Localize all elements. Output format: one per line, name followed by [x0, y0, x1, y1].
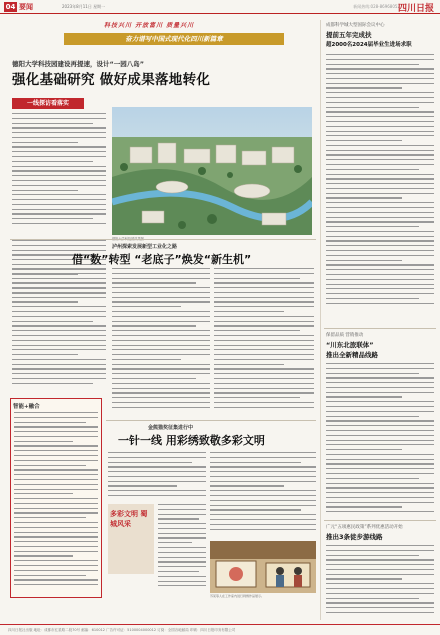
news-hotline: 新闻热线:028-86968052	[353, 4, 400, 9]
lead-body-col-1	[12, 113, 106, 233]
right-story1-headline-2: 超2000名2024届毕业生进场求职	[326, 42, 412, 48]
right-story3-body	[326, 545, 434, 620]
slogan-line-2: 奋力谱写中国式现代化四川新篇章	[64, 33, 284, 45]
section-divider-top	[10, 239, 316, 240]
lead-headline: 强化基础研究 做好成果落地转化	[12, 72, 211, 88]
promo-text: 多彩文明 蜀城风采	[110, 509, 148, 528]
bottom-body-col-1	[108, 452, 206, 502]
right-story1-kicker: 成都科学城大型国际会议中心	[326, 23, 385, 28]
embroidery-caption: 苏某等人在工作室内进行刺绣作品展示。	[210, 594, 265, 598]
section-ribbon: 一线探访看落实	[12, 98, 84, 109]
slogan-banner	[64, 20, 284, 54]
embroidery-illustration	[210, 541, 316, 593]
right-divider-2	[324, 520, 436, 521]
right-story2-headline-2: 推出全新精品线路	[326, 351, 378, 359]
science-park-illustration	[112, 107, 312, 235]
sidebar-box-title: 智能+融合	[13, 404, 40, 410]
bottom-body-col-3	[210, 452, 316, 538]
page-number: 04	[5, 3, 16, 11]
right-story2-headline: “川东北旅联体”	[326, 341, 374, 349]
right-divider-1	[324, 328, 436, 329]
issue-date: 2023年8月11日 星期一	[62, 4, 106, 9]
right-story1-headline: 提前五年完成扶	[326, 31, 372, 39]
right-story3-kicker: 广元“五项惠民政策”系列优惠活动开始	[326, 525, 403, 530]
bottom-headline: 一针一线 用彩绣致敬多彩文明	[118, 434, 265, 447]
right-story3-headline: 推出3条徒步游线路	[326, 533, 383, 541]
section-name: 要闻	[19, 3, 33, 11]
bottom-subtitle: 金熊猫奖征集进行中	[148, 425, 194, 431]
middle-headline: 借“数”转型 “老底子”焕发“新生机”	[72, 253, 252, 266]
section-divider-bottom	[106, 420, 316, 421]
middle-subtitle: 泸州探索发展新型工业化之路	[112, 244, 178, 250]
middle-body-col-3	[214, 268, 314, 418]
right-story2-kicker: 保留品质 营销推动	[326, 333, 364, 338]
middle-body-col-2	[112, 268, 210, 418]
embroidery-photo	[210, 541, 316, 593]
slogan-line-1: 科技兴川 开放富川 质量兴川	[104, 22, 195, 29]
page-footer: 四川日报社出版 地址：成都市红星路二段70号 邮编：610012 广告许可证：5100004000012 订阅：全国各地邮局 印刷：四川日报印务有限公司	[0, 624, 440, 635]
right-story2-body	[326, 363, 434, 523]
right-column-divider	[320, 20, 321, 620]
right-story1-body	[326, 54, 434, 324]
science-park-rendering	[112, 107, 312, 235]
bottom-body-col-2	[158, 504, 206, 594]
newspaper-logo: 四川日报	[397, 4, 434, 14]
lead-subtitle: 德阳大学科技园建设再提速，设计“一园八岛”	[12, 60, 145, 68]
page-header	[0, 0, 440, 14]
middle-body-col-1	[12, 268, 106, 393]
sidebar-box-body	[14, 412, 98, 594]
